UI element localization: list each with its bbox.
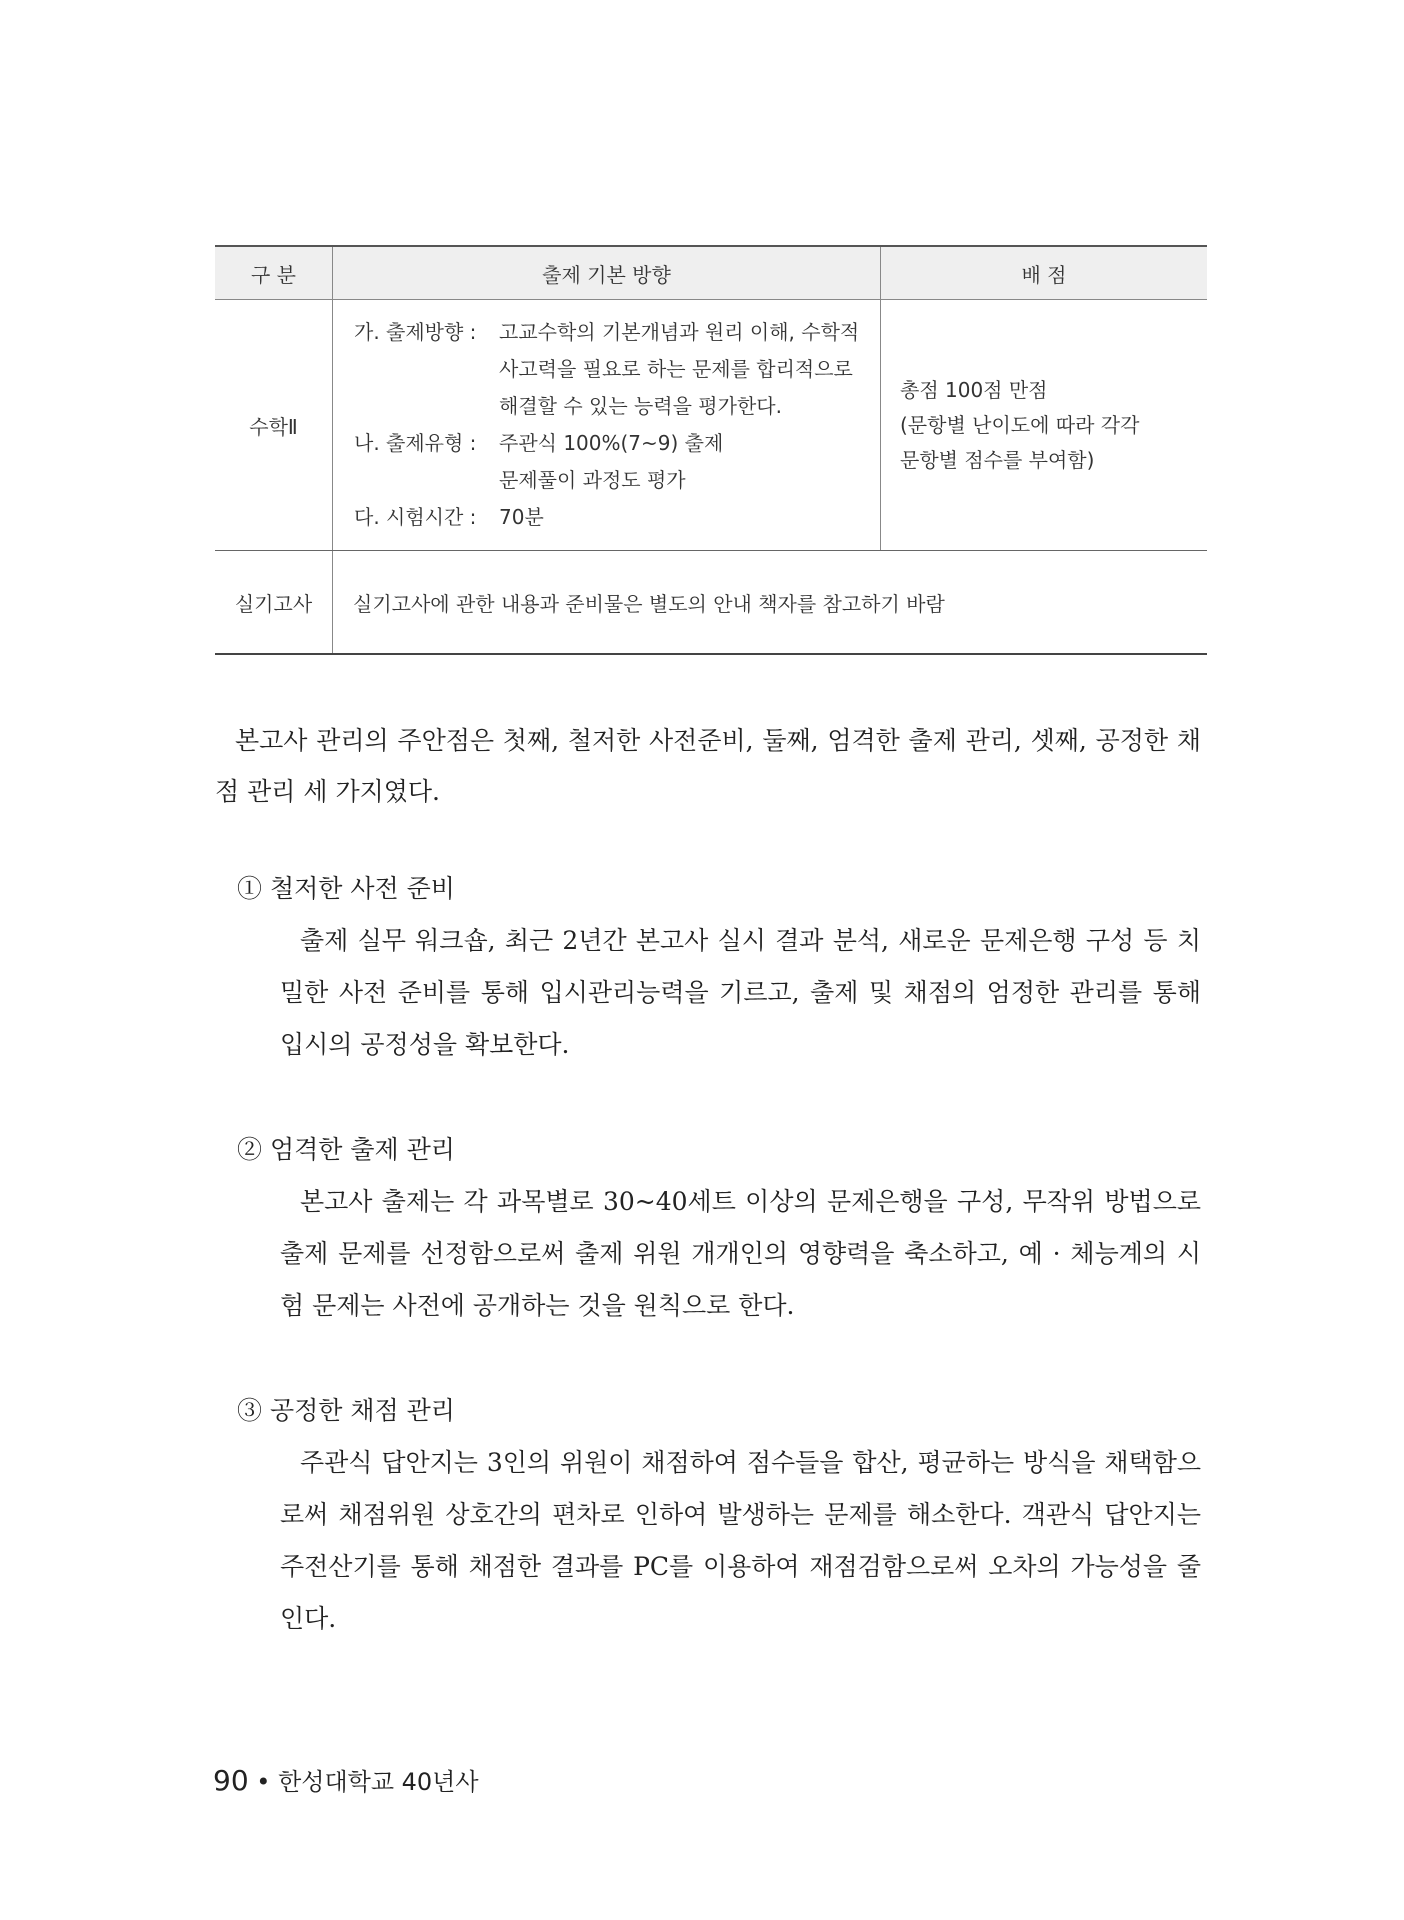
- section-heading: ① 철저한 사전 준비: [237, 874, 455, 903]
- section-body: 출제 실무 워크숍, 최근 2년간 본고사 실시 결과 분석, 새로운 문제은행 구성 등 치밀한 사전 준비를 통해 입시관리능력을 기르고, 출제 및 채점의 엄정한 관리를 통해 입시의 공정성을 확보한다.: [280, 926, 1201, 1059]
- direction-item: 나. 출제유형 : 주관식 100%(7~9) 출제 문제풀이 과정도 평가: [354, 431, 724, 492]
- math-label: 수학Ⅱ: [215, 300, 333, 551]
- intro-paragraph: 본고사 관리의 주안점은 첫째, 철저한 사전준비, 둘째, 엄격한 출제 관리, 셋째, 공정한 채점 관리 세 가지였다.: [215, 726, 1201, 806]
- practical-text: 실기고사에 관한 내용과 준비물은 별도의 안내 책자를 참고하기 바람: [333, 551, 1208, 655]
- math-score: 총점 100점 만점 (문항별 난이도에 따라 각각 문항별 점수를 부여함): [881, 300, 1208, 551]
- section-body: 주관식 답안지는 3인의 위원이 채점하여 점수들을 합산, 평균하는 방식을 채택함으로써 채점위원 상호간의 편차로 인하여 발생하는 문제를 해소한다. 객관식 답안지는 주전산기를 통해 채점한 결과를 PC를 이용하여 재점검함으로써 오차의 가능성을 줄인다.: [280, 1448, 1201, 1633]
- math-directions: [333, 300, 881, 551]
- footer-bullet: •: [256, 1768, 271, 1796]
- page-number: 90: [213, 1764, 249, 1797]
- header-category: 구 분: [215, 246, 333, 300]
- table-row-practical: [215, 551, 1207, 655]
- section-body: 본고사 출제는 각 과목별로 30~40세트 이상의 문제은행을 구성, 무작위 방법으로 출제 문제를 선정함으로써 출제 위원 개개인의 영향력을 축소하고, 예 · 체능계의 시험 문제는 사전에 공개하는 것을 원칙으로 한다.: [280, 1187, 1201, 1320]
- book-title: 한성대학교 40년사: [278, 1768, 479, 1796]
- header-score: 배 점: [881, 246, 1208, 300]
- table-row-math: [215, 300, 1207, 551]
- practical-label: 실기고사: [215, 551, 333, 655]
- page-footer: [213, 1762, 479, 1797]
- section-preparation: [215, 869, 1201, 1071]
- direction-item: 가. 출제방향 : 고교수학의 기본개념과 원리 이해, 수학적 사고력을 필요로 하는 문제를 합리적으로 해결할 수 있는 능력을 평가한다.: [354, 320, 860, 418]
- table-header-row: [215, 246, 1207, 300]
- section-heading: ② 엄격한 출제 관리: [237, 1135, 455, 1164]
- section-heading: ③ 공정한 채점 관리: [237, 1396, 455, 1425]
- direction-item: 다. 시험시간 : 70분: [354, 505, 544, 529]
- exam-table: [215, 245, 1201, 655]
- header-direction: 출제 기본 방향: [333, 246, 881, 300]
- section-grading-management: [215, 1391, 1201, 1645]
- section-question-management: [215, 1130, 1201, 1332]
